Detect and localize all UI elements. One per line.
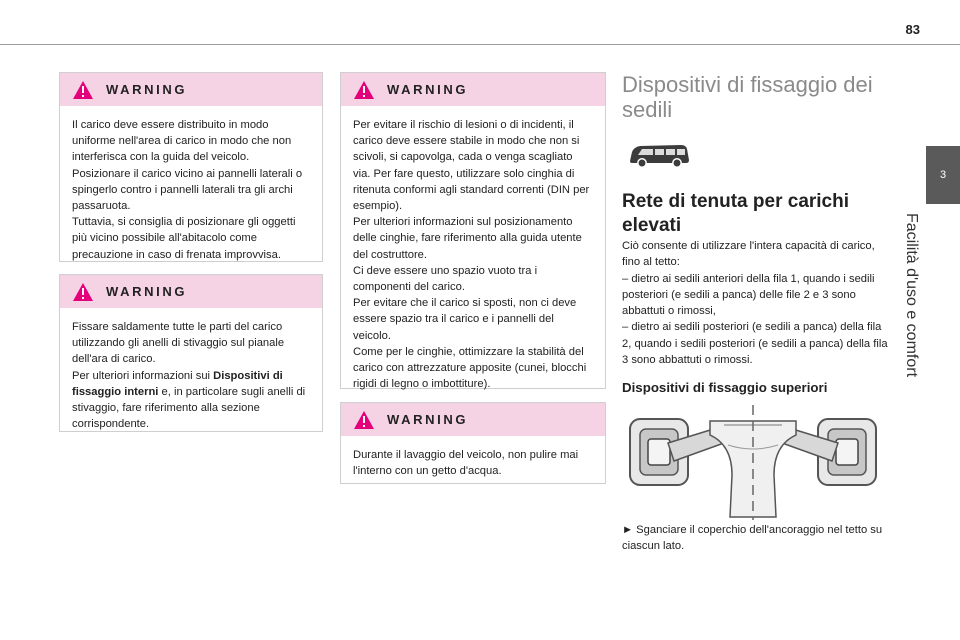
warning-body (60, 308, 322, 432)
van-with-seats-icon (627, 140, 691, 170)
body-paragraph: Ciò consente di utilizzare l'intera capacità di carico, fino al tetto: (622, 240, 875, 269)
list-item: – dietro ai sedili anteriori della fila 1, quando i sedili posteriori (e sedili a panca) delle file 2 e 3 sono abbattuti o rimossi, (622, 272, 875, 318)
warning-paragraph (72, 368, 310, 433)
warning-paragraph: Per ulteriori informazioni sul posizionamento delle cinghie, fare riferimento alla guida utente del costruttore. (353, 216, 582, 261)
warning-box-load-stability (340, 72, 606, 389)
warning-triangle-icon (353, 80, 375, 100)
warning-body (341, 106, 605, 392)
warning-paragraph: Durante il lavaggio del veicolo, non pulire mai l'interno con un getto d'acqua. (353, 449, 579, 478)
chapter-title (902, 213, 922, 433)
warning-title: WARNING (387, 412, 469, 427)
warning-paragraph: Posizionare il carico vicino ai pannelli laterali o spingerlo contro i pannelli laterali tra gli archi passaruota. (72, 167, 303, 213)
warning-header (60, 73, 322, 106)
instruction-step: ► Sganciare il coperchio dell'ancoraggio nel tetto su ciascun lato. (622, 524, 883, 553)
warning-title: WARNING (387, 82, 469, 97)
warning-paragraph: Ci deve essere uno spazio vuoto tra i componenti del carico. (353, 264, 538, 294)
warning-triangle-icon (72, 80, 94, 100)
intro-text (622, 238, 890, 368)
warning-title: WARNING (106, 82, 188, 97)
warning-title: WARNING (106, 284, 188, 299)
warning-body (341, 436, 605, 479)
warning-header (341, 73, 605, 106)
section-title: Dispositivi di fissaggio dei sedili (622, 72, 873, 122)
warning-paragraph: Tuttavia, si consiglia di posizionare gli oggetti più vicino possibile all'abitacolo come precauzione in caso di frenata improvvisa. (72, 216, 296, 261)
warning-header (341, 403, 605, 436)
warning-paragraph: Per evitare il rischio di lesioni o di incidenti, il carico deve essere stabile in modo che non si scivoli, si capovolga, cada o venga scagliato via. Per fare questo, utilizzare solo cinghia di ritenuta conformi agli standard correnti (DIN per esempio). (353, 119, 590, 213)
warning-box-load-distribution (59, 72, 323, 262)
warning-paragraph: Fissare saldamente tutte le parti del carico utilizzando gli anelli di stivaggio sul pianale dell'ara di carico. (72, 321, 285, 366)
cross-reference-link[interactable]: Dispositivi di fissaggio interni (72, 369, 283, 398)
warning-triangle-icon (72, 282, 94, 302)
subsection-title: Rete di tenuta per carichi elevati (622, 191, 850, 236)
warning-paragraph: Il carico deve essere distribuito in modo uniforme nell'area di carico in modo che non interferisca con la guida del veicolo. (72, 119, 292, 164)
page-number: 83 (905, 22, 920, 37)
warning-box-secure-load (59, 274, 323, 432)
warning-body (60, 106, 322, 263)
warning-paragraph: Come per le cinghie, ottimizzare la stabilità del carico con attrezzature apposite (cunei, blocchi rigidi di legno o imbottiture). (353, 345, 587, 391)
warning-triangle-icon (353, 410, 375, 430)
roof-anchor-illustration (624, 405, 882, 520)
warning-header (60, 275, 322, 308)
warning-box-washing (340, 402, 606, 484)
warning-paragraph: Per evitare che il carico si sposti, non ci deve essere spazio tra il carico e i pannelli del veicolo. (353, 297, 577, 342)
chapter-title-text: Facilità d'uso e comfort (903, 213, 920, 378)
warning-text: e, in particolare sugli anelli di stivaggio, fare riferimento alla sezione corrispondente. (72, 385, 306, 431)
list-item: – dietro ai sedili posteriori (e sedili a panca) della fila 2, quando i sedili posteriori (e sedili a panca) della fila 3 sono abbattuti o rimossi. (622, 321, 888, 367)
header-divider (0, 44, 960, 45)
warning-text: Per ulteriori informazioni sui (72, 369, 214, 382)
upper-fixings-heading: Dispositivi di fissaggio superiori (622, 380, 828, 395)
chapter-tab[interactable]: 3 (926, 146, 960, 204)
